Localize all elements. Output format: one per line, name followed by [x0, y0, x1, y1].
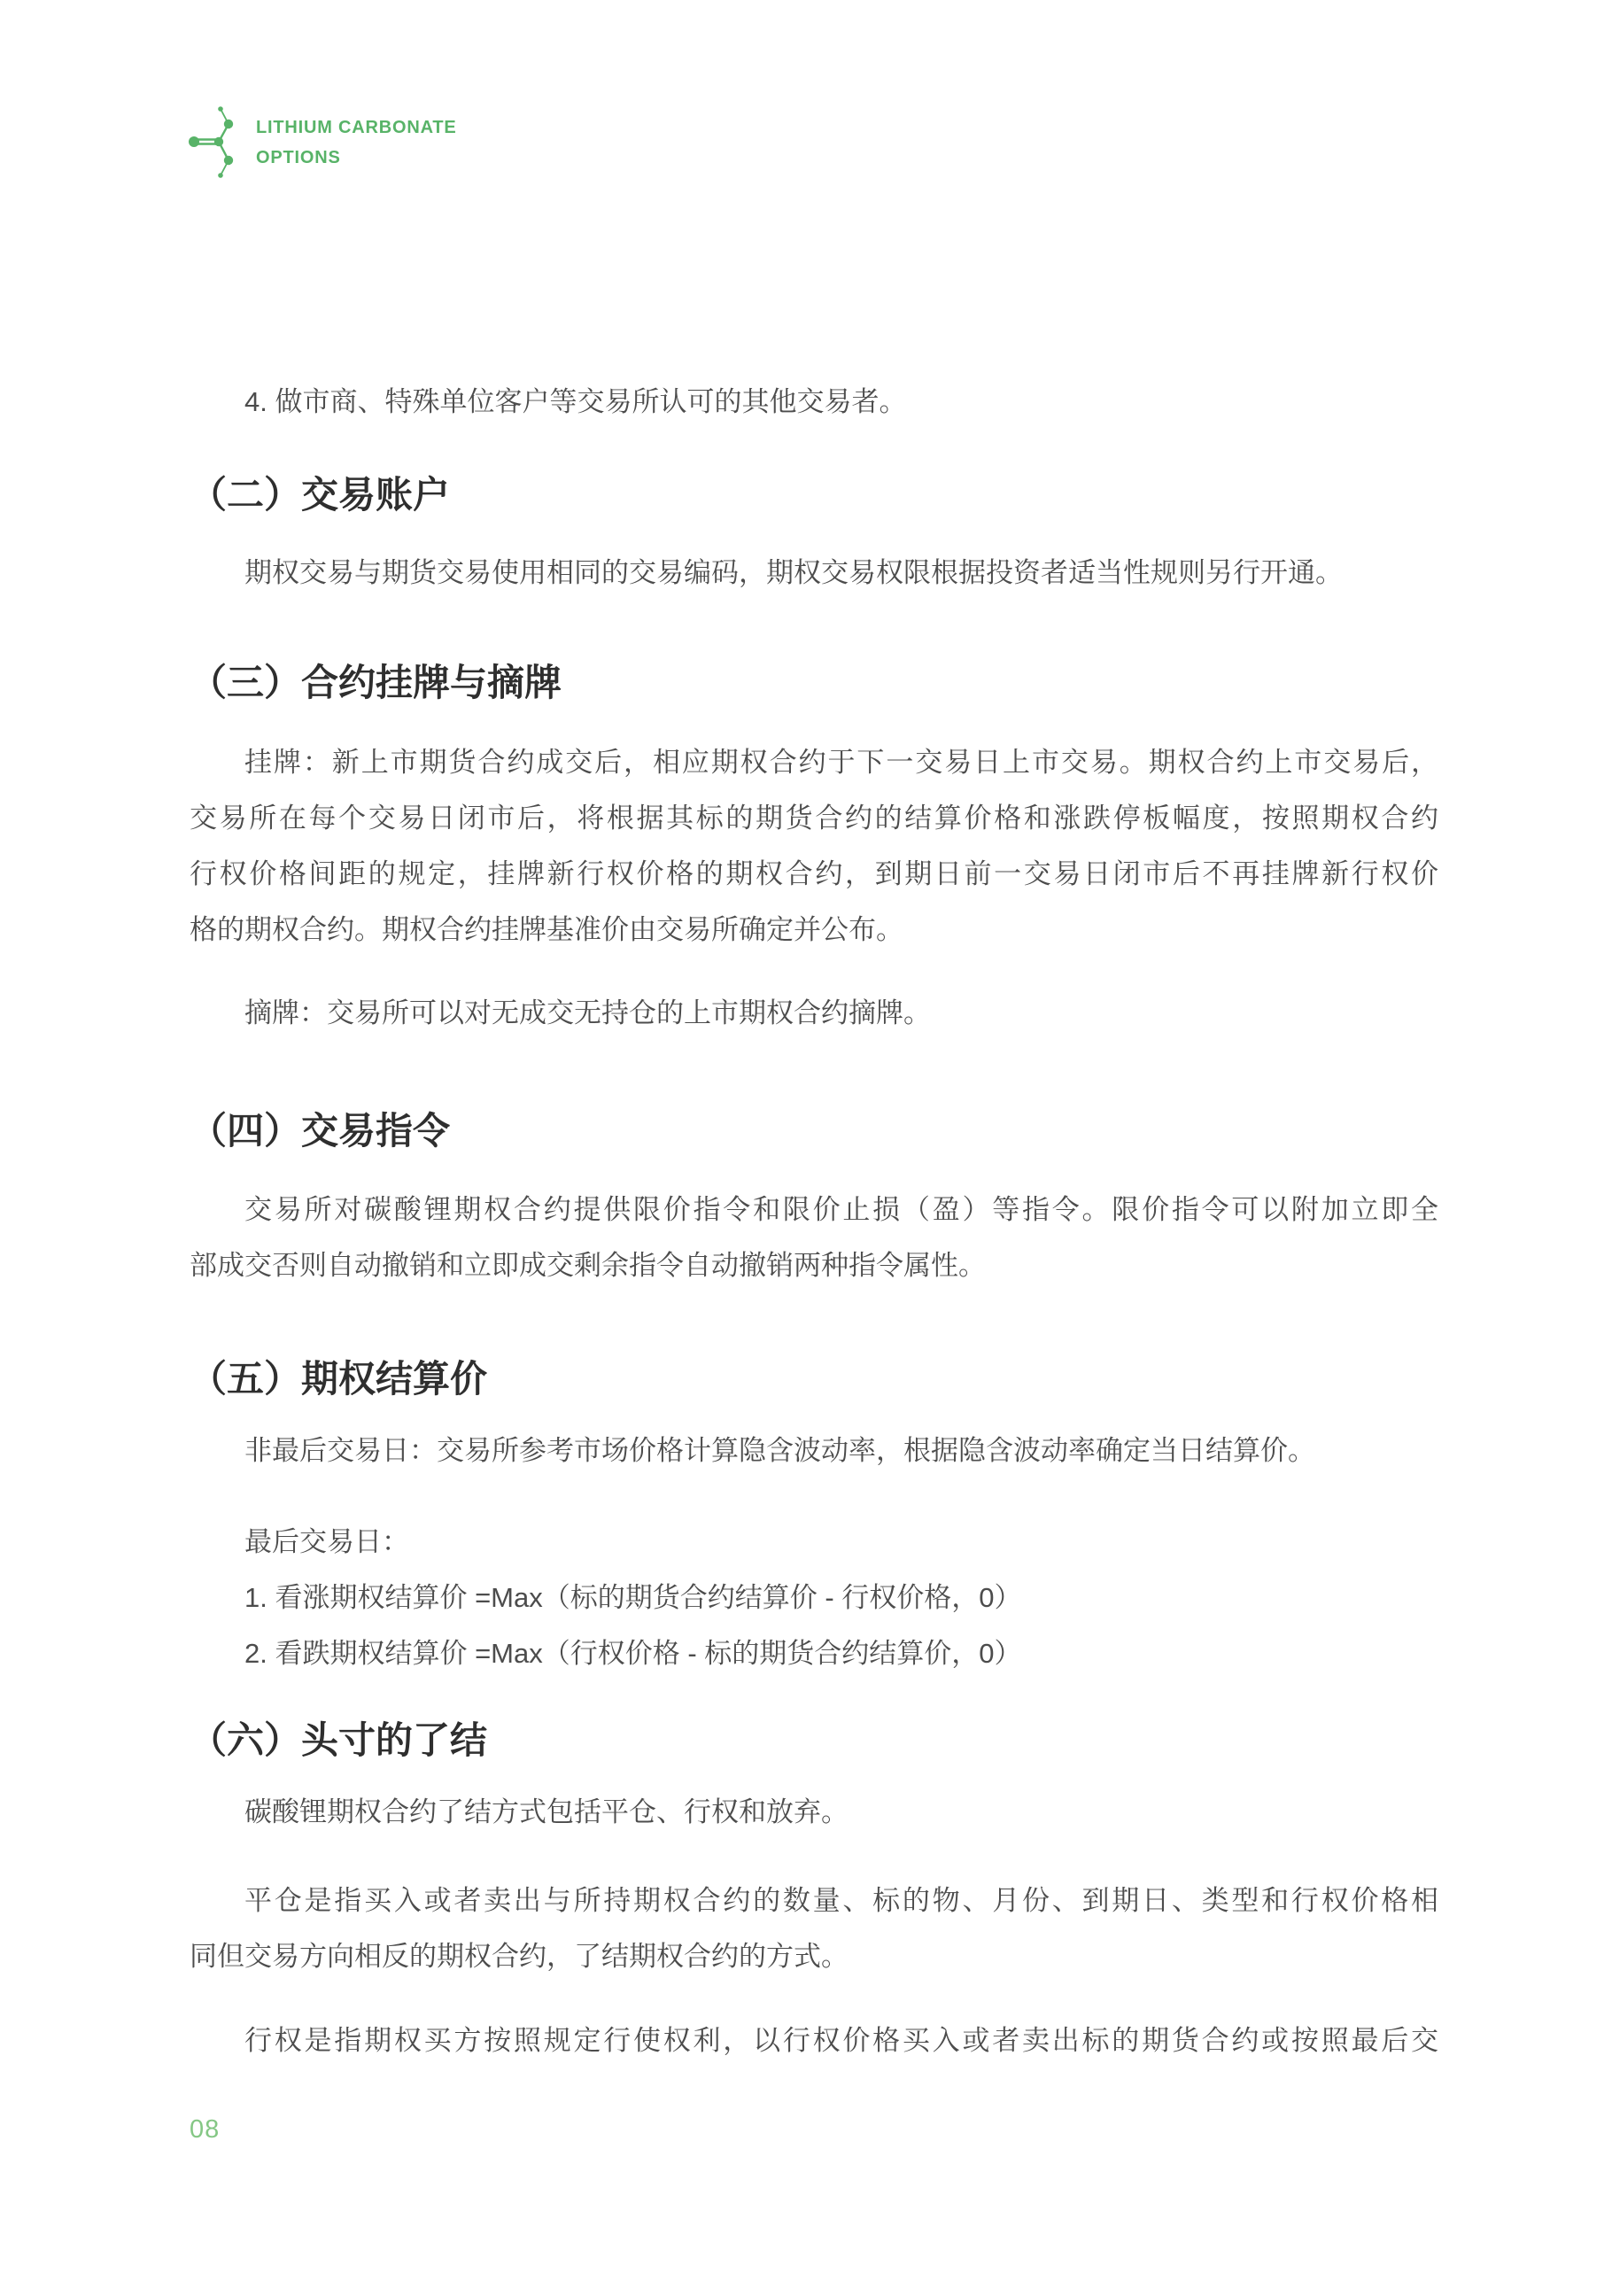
paragraph-line: 非最后交易日：交易所参考市场价格计算隐含波动率，根据隐含波动率确定当日结算价。 — [244, 1435, 1315, 1466]
paragraph-line: 行权价格间距的规定，挂牌新行权价格的期权合约，到期日前一交易日闭市后不再挂牌新行权价 — [190, 858, 1438, 889]
logo-wordmark — [256, 112, 457, 173]
paragraph — [190, 1514, 1438, 1681]
section-heading-5: （五）期权结算价 — [190, 1358, 488, 1400]
list-item-4: 4. 做市商、特殊单位客户等交易所认可的其他交易者。 — [244, 386, 907, 417]
logo-line-1: LITHIUM CARBONATE — [256, 118, 457, 137]
paragraph-line: 格的期权合约。期权合约挂牌基准价由交易所确定并公布。 — [190, 914, 903, 945]
paragraph-line: 期权交易与期货交易使用相同的交易编码，期权交易权限根据投资者适当性规则另行开通。 — [244, 557, 1343, 588]
paragraph — [190, 1873, 1438, 1984]
paragraph-line: 同但交易方向相反的期权合约，了结期权合约的方式。 — [190, 1941, 849, 1972]
section-heading-6: （六）头寸的了结 — [190, 1719, 488, 1761]
paragraph-line: 部成交否则自动撤销和立即成交剩余指令自动撤销两种指令属性。 — [190, 1250, 986, 1281]
paragraph-line: 交易所在每个交易日闭市后，将根据其标的期货合约的结算价格和涨跌停板幅度，按照期权合约 — [190, 803, 1438, 834]
formula-line-call: 1. 看涨期权结算价 =Max（标的期货合约结算价 - 行权价格，0） — [244, 1582, 1022, 1613]
paragraph-line: 摘牌：交易所可以对无成交无持仓的上市期权合约摘牌。 — [244, 997, 931, 1028]
logo-line-2: OPTIONS — [256, 148, 341, 167]
paragraph — [190, 734, 1438, 958]
paragraph-line: 平仓是指买入或者卖出与所持期权合约的数量、标的物、月份、到期日、类型和行权价格相 — [244, 1885, 1438, 1916]
paragraph-line: 行权是指期权买方按照规定行使权利，以行权价格买入或者卖出标的期货合约或按照最后交 — [244, 2025, 1438, 2056]
paragraph-line: 挂牌：新上市期货合约成交后，相应期权合约于下一交易日上市交易。期权合约上市交易后， — [244, 747, 1438, 778]
paragraph-line: 最后交易日： — [244, 1526, 409, 1557]
section-heading-3: （三）合约挂牌与摘牌 — [190, 662, 562, 703]
section-heading-4: （四）交易指令 — [190, 1110, 451, 1152]
formula-line-put: 2. 看跌期权结算价 =Max（行权价格 - 标的期货合约结算价，0） — [244, 1638, 1022, 1669]
molecule-icon — [182, 99, 239, 184]
paragraph-line: 交易所对碳酸锂期权合约提供限价指令和限价止损（盈）等指令。限价指令可以附加立即全 — [244, 1194, 1438, 1225]
page-number: 08 — [190, 2115, 221, 2144]
paragraph — [190, 1182, 1438, 1293]
paragraph-line: 碳酸锂期权合约了结方式包括平仓、行权和放弃。 — [244, 1796, 849, 1827]
section-heading-2: （二）交易账户 — [190, 474, 451, 516]
